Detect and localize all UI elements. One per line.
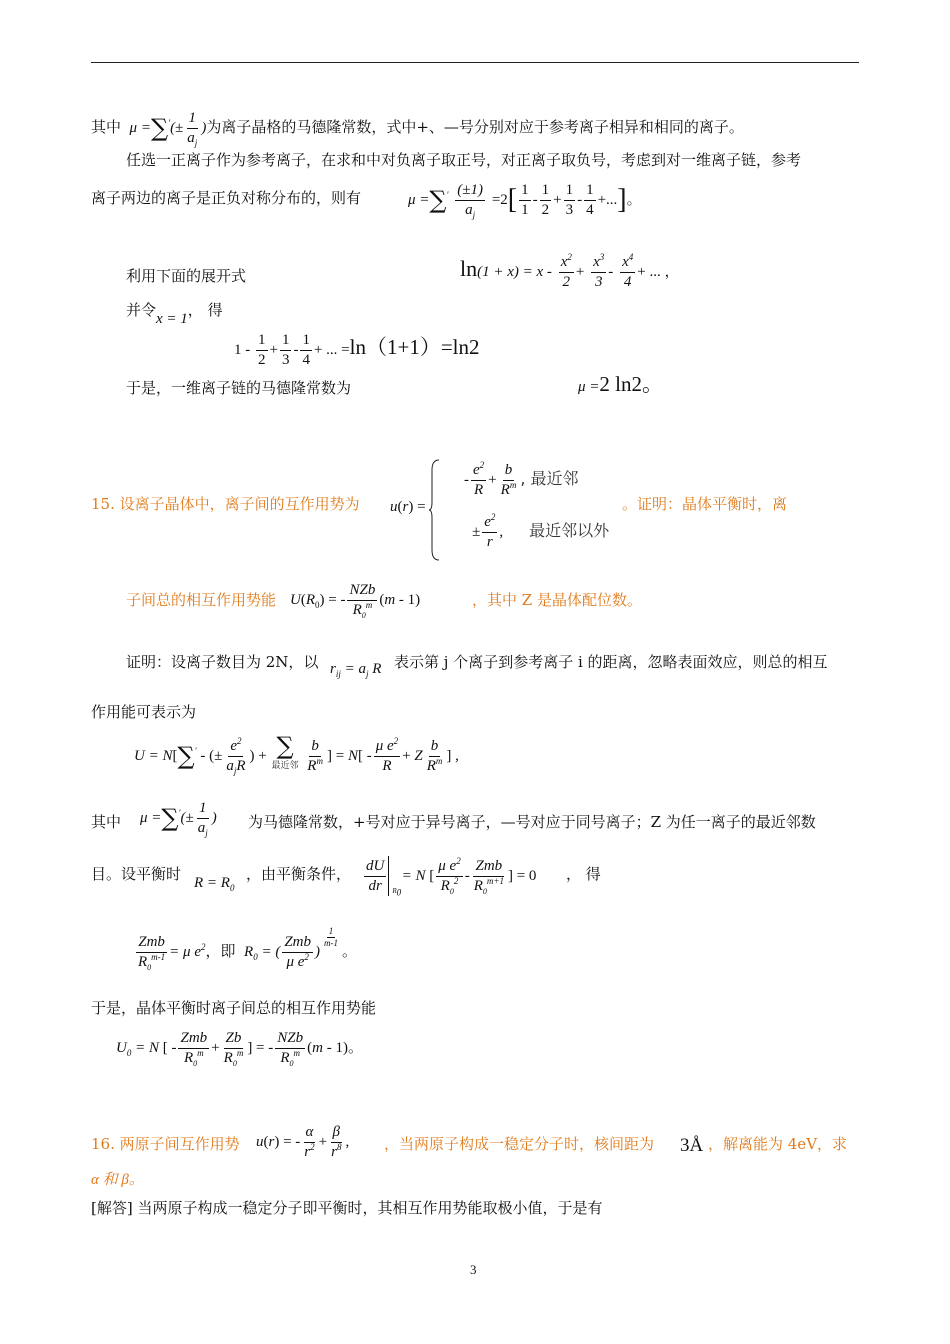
- reference-ion-paragraph-line2: 离子两边的离子是正负对称分布的，则有: [91, 189, 362, 207]
- series-sum-line: 1 - $\frac{1}{2}$ + $\frac{1}{3}$ - $\frac{1}{4}$ + ... =ln（1+1）=ln2: [234, 332, 480, 368]
- let-x-line: 并令x = 1， 得: [126, 301, 223, 327]
- question-16-mid: ，当两原子构成一稳定分子时，核间距为: [384, 1135, 655, 1153]
- madelung-definition-2: μ =∑′(± $\frac{1}{a_j}$ ): [140, 800, 217, 838]
- r-equals-r0: $R = R_0$: [194, 875, 235, 893]
- question-16-line2: α 和 β。: [91, 1172, 144, 1188]
- case-nearest: - $\frac{e^2}{R}$ + $\frac{b}{R^m}$ , 最近邻: [464, 460, 579, 498]
- diatomic-potential-formula: u(r) = - $\frac{\alpha}{r^2}$ + $\frac{\beta}{r^8}$ ,: [256, 1124, 350, 1160]
- question-16-tail: ，解离能为 4eV，求: [708, 1135, 848, 1153]
- total-energy-formula: U = N[∑′ - (± $\frac{e^2}{a_jR}$ ) + ∑ 最近邻 $\frac{b}{R^m}$ ] = N[ - $\frac{\mu e^2}{R}$ + Z $\frac{b}{R^m}$ ] ,: [134, 732, 459, 776]
- expansion-intro: 利用下面的展开式: [126, 267, 247, 285]
- page-number: 3: [470, 1262, 477, 1277]
- equilibrium-condition: $\frac{dU}{dr}$ $R_0$ = N [ $\frac{\mu e^2}{R_0^2}$ - $\frac{\text{Zmb}}{R_0^{m+1}}$ ] = 0: [366, 856, 537, 897]
- question-15-after: 。证明：晶体平衡时，离: [622, 495, 788, 513]
- question-15-line2-tail: ，其中 Z 是晶体配位数。: [472, 591, 642, 609]
- case-beyond-nearest: ± $\frac{e^2}{r}$ , 最近邻以外: [472, 512, 610, 550]
- ln-expansion-formula: ln(1 + x) = x - $\frac{x^2}{2}$ + $\frac{x^3}{3}$ - $\frac{x^4}{4}$ + ... ，: [460, 252, 680, 290]
- proof-line6: 于是，晶体平衡时离子间总的相互作用势能: [91, 999, 377, 1017]
- proof-line1b: 表示第 j 个离子到参考离子 i 的距离，忽略表面效应，则总的相互: [394, 653, 828, 671]
- bond-length: 3Å: [680, 1135, 704, 1156]
- answer-text: [解答] 当两原子构成一稳定分子即平衡时，其相互作用势能取极小值，于是有: [91, 1199, 603, 1217]
- definition-text: 为离子晶格的马德隆常数，式中+、—号分别对应于参考离子相异和相同的离子。: [206, 118, 744, 136]
- proof-line3b: 为马德隆常数，+号对应于异号离子，—号对应于同号离子；Z 为任一离子的最近邻数: [248, 813, 816, 831]
- proof-line3a: 其中: [91, 813, 122, 831]
- reference-ion-paragraph-line1: 任选一正离子作为参考离子，在求和中对负离子取正号，对正离子取负号，考虑到对一维离子链，参考: [126, 151, 802, 169]
- madelung-1d-result: μ =2 ln2。: [578, 372, 663, 396]
- rij-formula: $r_{ij} = a_j$ R: [330, 661, 382, 679]
- potential-u-label: u(r) =: [390, 499, 426, 515]
- question-15-lead: 15. 设离子晶体中，离子间的互作用势为: [91, 495, 360, 513]
- proof-line4b: ，由平衡条件，: [246, 865, 352, 883]
- header-rule: [91, 62, 859, 63]
- madelung-1d-conclusion: 于是，一维离子链的马德隆常数为: [126, 379, 352, 397]
- text-prefix: 其中: [91, 118, 122, 136]
- proof-line2: 作用能可表示为: [91, 703, 197, 721]
- madelung-1d-formula: μ =∑′ $\frac{(\pm 1)}{a_j}$ =2[ $\frac{1}{1}$ - $\frac{1}{2}$ + $\frac{1}{3}$ - $\frac{1}{4}$ +...]。: [408, 182, 642, 220]
- proof-line1a: 证明：设离子数目为 2N，以: [126, 653, 319, 671]
- question-15-line2: 子间总的相互作用势能: [126, 591, 277, 609]
- total-potential-formula: $U(R_0)$ = - $\frac{\text{NZb}}{R_0^m}$ (m - 1): [290, 582, 421, 620]
- madelung-definition: 其中 μ =∑′(± $\frac{1}{a_j}$ )为离子晶格的马德隆常数，式中+、—号分别对应于参考离子相异和相同的离子。: [91, 110, 744, 148]
- equilibrium-energy-formula: $U_0 = N$ [ - $\frac{\text{Zmb}}{R_0^m}$ + $\frac{Zb}{R_0^m}$ ] = - $\frac{\text{NZb}}{R_0^m}$ (m - 1)。: [116, 1030, 363, 1068]
- left-brace: [428, 458, 442, 562]
- question-16-lead: 16. 两原子间互作用势: [91, 1135, 240, 1153]
- r0-solution: $\frac{\text{Zmb}}{R_0^{m-1}}$ = μ $e^2$，即 $R_0$ = ( $\frac{\text{Zmb}}{\mu e^2}$ ) $^{\frac{1}{m-1}}$ 。: [138, 925, 358, 972]
- proof-line4a: 目。设平衡时: [91, 865, 182, 883]
- proof-line4c: ， 得: [566, 865, 601, 883]
